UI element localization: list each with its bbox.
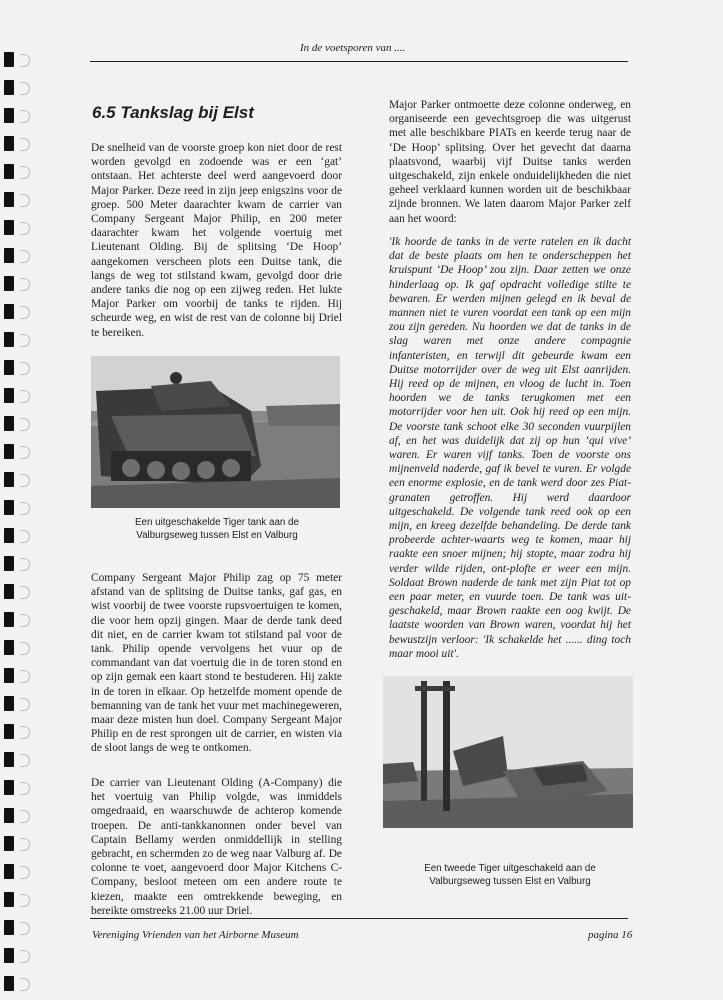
footer-rule xyxy=(90,918,628,919)
photo-tiger-tank-2 xyxy=(383,676,633,828)
photo2-caption: Een tweede Tiger uitgeschakeld aan de Valburgseweg tussen Elst en Valburg xyxy=(424,863,596,887)
section-title: 6.5 Tankslag bij Elst xyxy=(92,103,254,122)
photo-tiger-tank-1 xyxy=(91,356,340,508)
running-header: In de voetsporen van .... xyxy=(300,42,406,54)
parker-quote: 'Ik hoorde de tanks in de verte ratelen en ik dacht dat de beste plaats om hen te onderscheppen het kruispunt ‘De Hoop’ zou zijn. Daar zetten we onze hinderlaag op. Ik gaf opdracht volledige stilte te bewaren. Er werden mijnen gelegd en ik beval de mannen niet te vuren voordat een tank op een mijn zou zijn gereden. Nu hoorden we dat de tanks in de slag waren met onze andere compagnie infanteristen, en terwijl dit gebeurde kwam een Duitse motorrijder over de weg uit Elst aanrijden. Hij reed op de mijnen, en vloog de lucht in. Toen hoorden we de tanks terugkomen met een motorrijder voor hen uit. Ook hij reed op een mijn. De voorste tank schoot elke 30 seconden vuurpijlen af, en het was duidelijk dat zij op hun ‘qui vive’ waren. Er waren vijf tanks. Toen de voorste ons mijnenveld naderde, gaf ik bevel te vuren. Er volgde een enorme explosie, en de tank werd door zes Piat-granaten getroffen. Hij werd daardoor uitgeschakeld. De volgende tank reed ook op een mijn, en kreeg dezelfde behandeling. De derde tank probeerde achter-waarts weg te komen, maar hij raakte een snoer mijnen; hij stopte, maar zodra hij verder wilde rijden, ont-plofte er weer een mijn. Soldaat Brown naderde de tank met zijn Piat tot op een paar meter, en vuurde toen. De tank was uit-geschakeld, maar Brown raakte een oog kwijt. De laatste woorden van Brown waren, voordat hij het bewustzijn verloor: 'Ik schakelde het ...... ding toch maar mooi uit'. xyxy=(389,236,631,660)
photo1-caption: Een uitgeschakelde Tiger tank aan de Valburgseweg tussen Elst en Valburg xyxy=(135,517,299,541)
spiral-binding xyxy=(0,0,42,1000)
left-paragraph-3: De carrier van Lieutenant Olding (A-Company) die het voertuig van Philip volgde, was inmiddels omgedraaid, en waarschuwde de achterop komende troepen. De anti-tankkanonnen onder bevel van Captain Bellamy werden onmiddellijk in stelling gebracht, en schermden zo de weg naar Valburg af. De colonne te voet, aangevoerd door Major Kitchens C-Company, besloot meteen om een andere route te kiezen, maakte een omtrekkende beweging, en bereikte omstreeks 21.00 uur Driel. xyxy=(91,777,342,917)
left-paragraph-2: Company Sergeant Major Philip zag op 75 meter afstand van de splitsing de Duitse tanks, gaf gas, en wist voorbij de twee voorste rupsvoertuigen te komen, die voor hem opzij gingen. Maar de derde tank deed dit niet, en de carrier kwam tot stilstand pal voor de tank. Philip opende vervolgens het vuur op de commandant van dat voertuig die in de toren stond en op zijn gemak een kaart stond te bestuderen. Hij zakte in de toren in elkaar. Op hetzelfde moment opende de bemanning van de tank het vuur met machinegeweren, maar deze misten hun doel. Company Sergeant Major Philip en de rest sprongen uit de carrier, en wisten via de sloot langs de weg te ontkomen. xyxy=(91,572,342,755)
left-paragraph-1: De snelheid van de voorste groep kon niet door de rest worden gevolgd en zodoende was er een ‘gat’ ontstaan. Het achterste deel werd aangevoerd door Major Parker. Deze reed in zijn jeep enigszins voor de groep. 500 Meter daarachter kwam de carrier van Company Sergeant Major Philip, en 200 meter daarachter kwam het volgende voertuig met Lieutenant Olding. Bij de splitsing ‘De Hoop’ aangekomen verscheen plots een Duitse tank, die langs de weg tot stilstand kwam, gevolgd door drie andere tanks die nog op een zijweg reden. Het lukte Major Parker om voorbij de tanks te rijden. Hij scheurde weg, en wist de rest van de colonne bij Driel te bereiken. xyxy=(91,142,342,339)
footer-publisher: Vereniging Vrienden van het Airborne Museum xyxy=(92,929,299,941)
page-number: pagina 16 xyxy=(588,929,633,941)
right-paragraph-1: Major Parker ontmoette deze colonne onderweg, en organiseerde een gevechtsgroep die was uitgerust met alle beschikbare PIATs en keerde terug naar de ‘De Hoop’ splitsing. Over het gevecht dat daarna plaatsvond, waarbij vijf Duitse tanks werden uitgeschakeld, zijn enkele onduidelijkheden die niet geheel verklaard kunnen worden uit de beschikbaar zijnde bronnen. We laten daarom Major Parker zelf aan het woord: xyxy=(389,99,631,225)
header-rule xyxy=(90,61,628,62)
